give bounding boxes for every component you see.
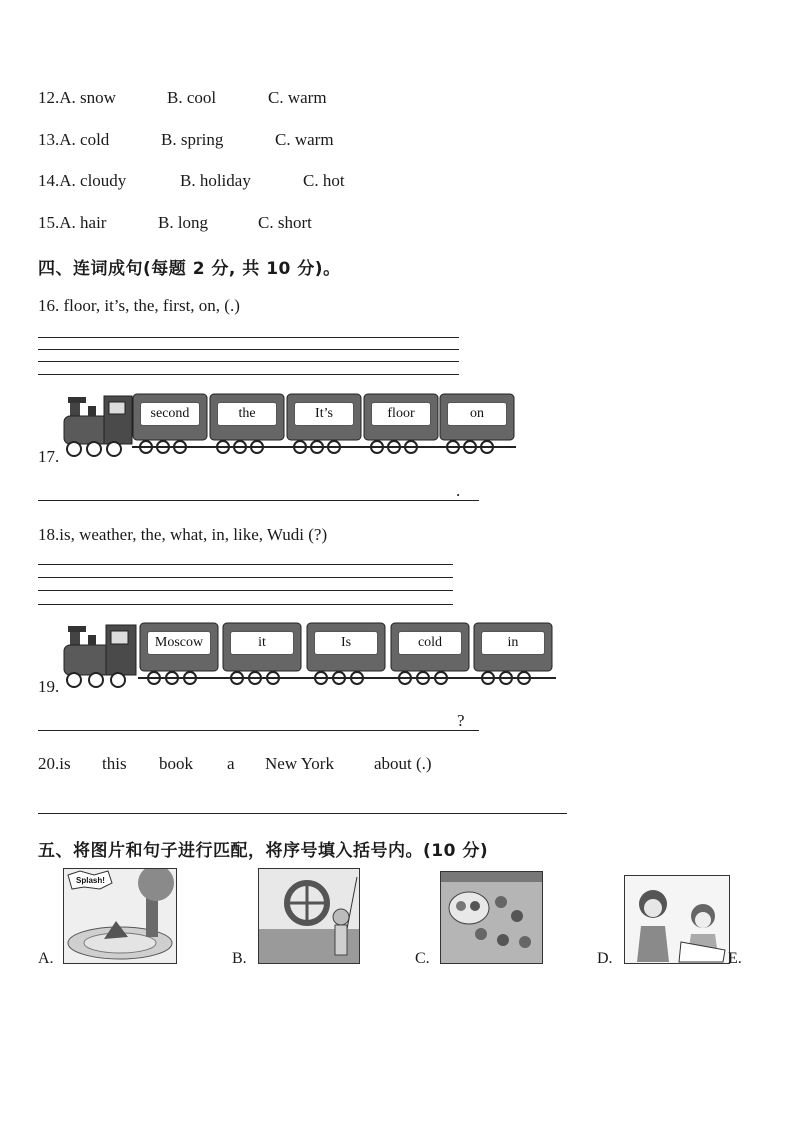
- word-card: Is: [314, 631, 378, 655]
- sentence-end-punct: .: [456, 481, 461, 500]
- picture-label-d: D.: [597, 950, 613, 967]
- option-b: B. cool: [167, 88, 217, 107]
- question-19-number: 19.: [38, 677, 60, 696]
- question-number: 14.: [38, 171, 60, 190]
- word: about (.): [374, 754, 432, 773]
- word-card: cold: [398, 631, 462, 655]
- option-a: A. cloudy: [59, 171, 127, 190]
- answer-line: [38, 590, 453, 591]
- answer-line: [38, 374, 459, 375]
- question-13: [38, 130, 109, 150]
- question-number: 15.: [38, 213, 60, 232]
- word: this: [102, 754, 127, 773]
- section4-title: 四、连词成句(每题 2 分, 共 10 分)。: [38, 259, 341, 279]
- picture-label-e: E.: [728, 950, 742, 967]
- question-number: 12.: [38, 88, 60, 107]
- word-card: second: [140, 402, 200, 426]
- answer-line: [38, 564, 453, 565]
- word-train-19: [60, 621, 560, 691]
- option-a: A. cold: [59, 130, 110, 149]
- answer-line: [38, 349, 459, 350]
- option-b: B. spring: [161, 130, 224, 149]
- question-12: [38, 88, 116, 108]
- answer-line: [38, 500, 479, 501]
- option-a: A. hair: [59, 213, 107, 232]
- option-c: C. hot: [303, 171, 345, 190]
- word-card: It’s: [294, 402, 354, 426]
- question-number: 13.: [38, 130, 60, 149]
- option-b: B. holiday: [180, 171, 251, 190]
- picture-label-c: C.: [415, 950, 430, 967]
- word: book: [159, 754, 193, 773]
- word-card: on: [447, 402, 507, 426]
- option-a: A. snow: [59, 88, 116, 107]
- answer-line: [38, 337, 459, 338]
- section5-title: 五、将图片和句子进行匹配，将序号填入括号内。(10 分): [38, 841, 489, 861]
- sentence-end-punct: ?: [457, 711, 465, 730]
- splash-caption: Splash!: [76, 876, 105, 885]
- picture-label-a: A.: [38, 950, 54, 967]
- word-card: floor: [371, 402, 431, 426]
- question-20-number: 20.is: [38, 754, 71, 773]
- question-15: [38, 213, 106, 233]
- question-17-number: 17.: [38, 447, 60, 466]
- option-c: C. short: [258, 213, 312, 232]
- option-c: C. warm: [268, 88, 327, 107]
- question-16: 16. floor, it’s, the, first, on, (.): [38, 296, 240, 315]
- picture-a-splash: [63, 868, 177, 964]
- answer-line: [38, 604, 453, 605]
- answer-line: [38, 730, 479, 731]
- picture-label-b: B.: [232, 950, 247, 967]
- word-train-17: [60, 392, 520, 462]
- picture-c-park: [440, 871, 543, 964]
- option-b: B. long: [158, 213, 209, 232]
- picture-d-two-girls: [624, 875, 730, 964]
- answer-line: [38, 813, 567, 814]
- word-card: in: [481, 631, 545, 655]
- question-18: 18.is, weather, the, what, in, like, Wudi (?): [38, 525, 328, 544]
- word: New York: [265, 754, 334, 773]
- word-card: it: [230, 631, 294, 655]
- question-14: [38, 171, 126, 191]
- word: a: [227, 754, 235, 773]
- word-card: Moscow: [147, 631, 211, 655]
- picture-b-fishing: [258, 868, 360, 964]
- word-card: the: [217, 402, 277, 426]
- answer-line: [38, 577, 453, 578]
- answer-line: [38, 361, 459, 362]
- option-c: C. warm: [275, 130, 334, 149]
